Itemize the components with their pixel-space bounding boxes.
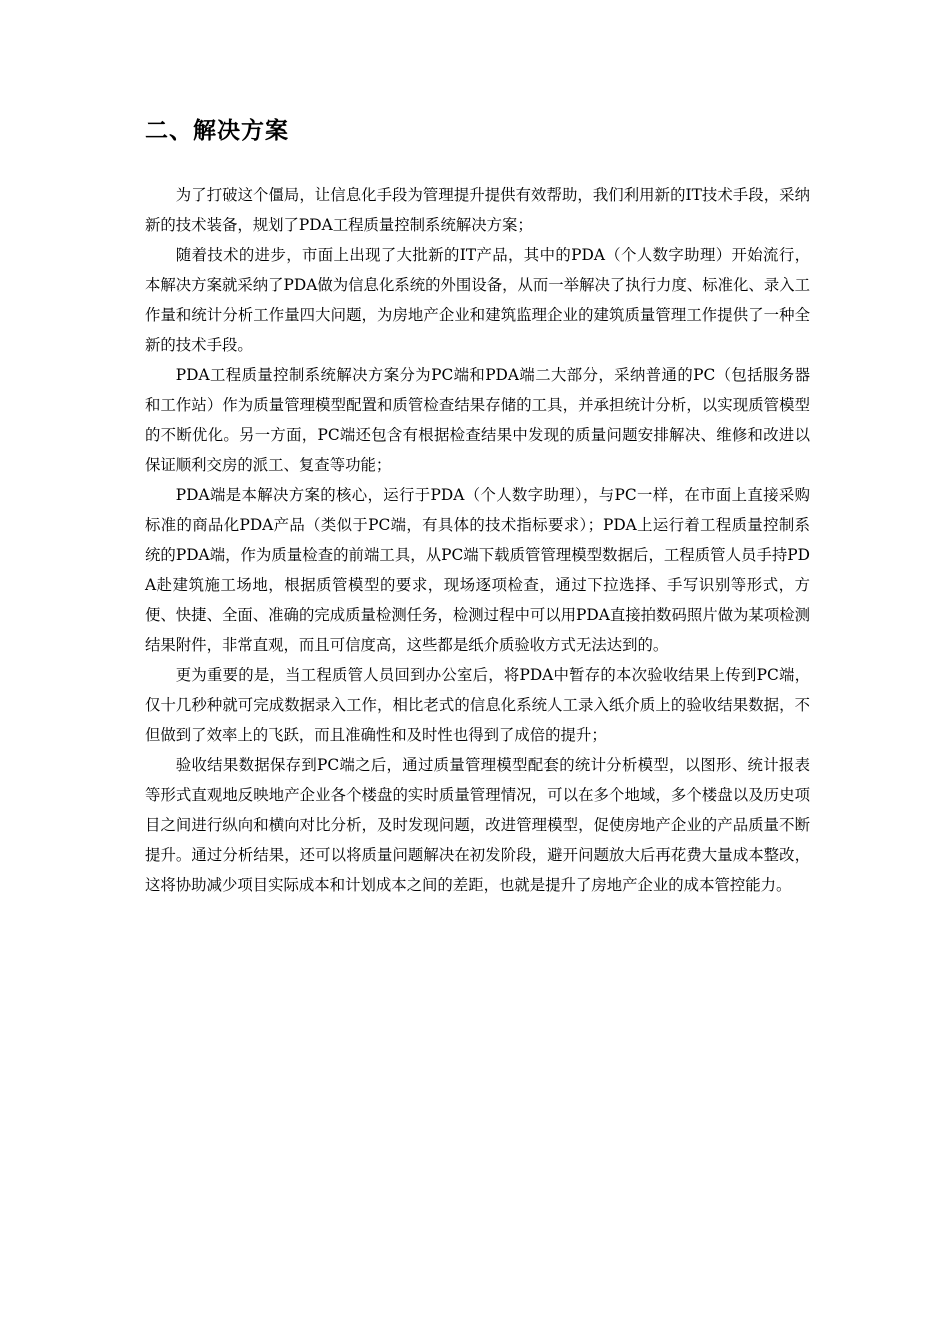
paragraph-pda-side: PDA端是本解决方案的核心，运行于PDA（个人数字助理），与PC一样，在市面上直接采购标准的商品化PDA产品（类似于PC端，有具体的技术指标要求）；PDA上运行着工程质量控制系统的PDA端，作为质量检查的前端工具，从PC端下载质管管理模型数据后，工程质管人员手持PDA赴建筑施工场地，根据质管模型的要求，现场逐项检查，通过下拉选择、手写识别等形式，方便、快捷、全面、准确的完成质量检测任务，检测过程中可以用PDA直接拍数码照片做为某项检测结果附件，非常直观，而且可信度高，这些都是纸介质验收方式无法达到的。 [145,486,810,654]
section-heading: 二、解决方案 [145,118,289,144]
paragraph-pda-adoption: 随着技术的进步，市面上出现了大批新的IT产品，其中的PDA（个人数字助理）开始流行，本解决方案就采纳了PDA做为信息化系统的外围设备，从而一举解决了执行力度、标准化、录入工作量和统计分析工作量四大问题，为房地产企业和建筑监理企业的建筑质量管理工作提供了一种全新的技术手段。 [145,246,810,354]
paragraph-pc-side: PDA工程质量控制系统解决方案分为PC端和PDA端二大部分，采纳普通的PC（包括服务器和工作站）作为质量管理模型配置和质管检查结果存储的工具，并承担统计分析，以实现质管模型的不断优化。另一方面，PC端还包含有根据检查结果中发现的质量问题安排解决、维修和改进以保证顺利交房的派工、复查等功能； [145,366,810,474]
paragraph-upload: 更为重要的是，当工程质管人员回到办公室后，将PDA中暂存的本次验收结果上传到PC端，仅十几秒种就可完成数据录入工作，相比老式的信息化系统人工录入纸介质上的验收结果数据，不但做到了效率上的飞跃，而且准确性和及时性也得到了成倍的提升； [145,666,810,744]
paragraph-analysis: 验收结果数据保存到PC端之后，通过质量管理模型配套的统计分析模型，以图形、统计报表等形式直观地反映地产企业各个楼盘的实时质量管理情况，可以在多个地域，多个楼盘以及历史项目之间进行纵向和横向对比分析，及时发现问题，改进管理模型，促使房地产企业的产品质量不断提升。通过分析结果，还可以将质量问题解决在初发阶段，避开问题放大后再花费大量成本整改，这将协助减少项目实际成本和计划成本之间的差距，也就是提升了房地产企业的成本管控能力。 [145,756,810,894]
paragraph-intro: 为了打破这个僵局，让信息化手段为管理提升提供有效帮助，我们利用新的IT技术手段，采纳新的技术装备，规划了PDA工程质量控制系统解决方案； [145,186,810,234]
body-text [145,180,810,900]
